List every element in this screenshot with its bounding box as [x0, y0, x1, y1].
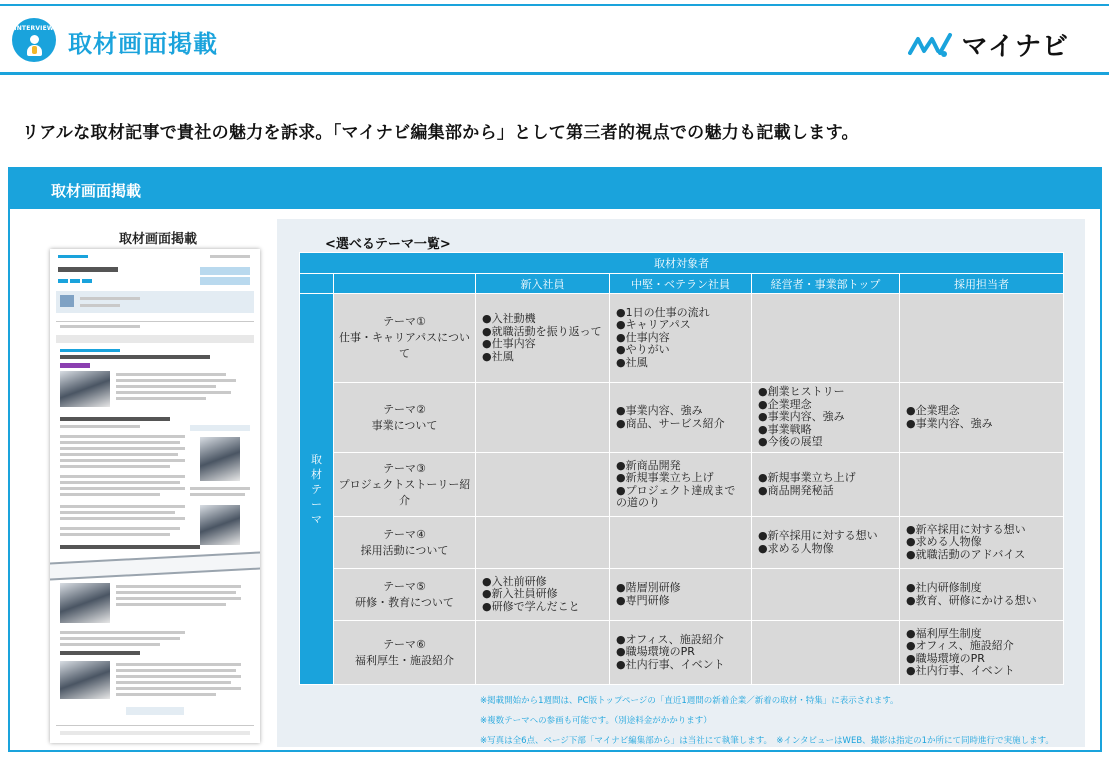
table-cell [610, 517, 752, 569]
theme-list-title: <選べるテーマ一覧> [325, 237, 451, 252]
target-header: 取材対象者 [300, 253, 1064, 274]
table-cell [752, 569, 900, 621]
cell-item: ●社内行事、イベント [616, 657, 725, 671]
panel-title: 取材画面掲載 [10, 169, 1100, 209]
person-head-shape [30, 35, 39, 44]
theme-name: 福利厚生・施設紹介 [355, 653, 454, 667]
cell-item: ●今後の展望 [758, 435, 823, 449]
column-header: 新入社員 [476, 274, 610, 294]
table-cell [752, 621, 900, 685]
header-rule [0, 72, 1109, 75]
cell-item: ●新商品開発 [616, 458, 681, 472]
table-cell [752, 453, 900, 517]
theme-name: 研修・教育について [355, 595, 454, 609]
table-row [300, 569, 1064, 621]
theme-name-cell [334, 383, 476, 453]
cell-item: ●就職活動を振り返って [482, 324, 602, 338]
cell-item: ●企業理念 [906, 404, 960, 417]
cell-item: ●研修で学んだこと [482, 599, 580, 613]
table-cell [610, 569, 752, 621]
column-header: 採用担当者 [900, 274, 1064, 294]
note-line: ※複数テーマへの参画も可能です。（別途料金がかかります） [480, 716, 712, 726]
theme-name: 事業について [371, 418, 438, 432]
page-title: 取材画面掲載 [68, 30, 218, 58]
cell-item: ●仕事内容 [482, 337, 536, 350]
table-cell [476, 621, 610, 685]
thumbnail-cut-band [50, 551, 260, 580]
cell-item: ●社内行事、イベント [906, 664, 1015, 677]
table-cell [900, 294, 1064, 383]
cell-item: ●入社動機 [482, 312, 536, 325]
theme-name-cell [334, 569, 476, 621]
theme-number: テーマ⑤ [383, 579, 426, 593]
theme-table [299, 252, 1064, 685]
table-cell [476, 569, 610, 621]
cell-item: ●オフィス、施設紹介 [906, 639, 1014, 652]
table-cell [476, 517, 610, 569]
table-cell [752, 383, 900, 453]
vertical-label-char: 取 [311, 452, 322, 466]
cell-item: ●事業内容、強み [758, 410, 845, 424]
table-cell [610, 383, 752, 453]
cell-item: ●職場環境のPR [906, 651, 985, 665]
mynavi-logo-mark [908, 31, 958, 59]
table-cell [900, 383, 1064, 453]
thumbnail-title: 取材画面掲載 [118, 232, 197, 247]
cell-item: ●事業内容、強み [906, 416, 993, 430]
table-row [300, 294, 1064, 383]
theme-name-cell [334, 294, 476, 383]
cell-item: ●新規事業立ち上げ [758, 471, 856, 484]
theme-list-area [277, 219, 1085, 747]
cell-item: ●事業戦略 [758, 422, 812, 436]
table-cell [476, 294, 610, 383]
brand-name: マイナビ [961, 32, 1069, 62]
cell-item: ●入社前研修 [482, 574, 547, 588]
vertical-label-char: マ [311, 512, 322, 526]
theme-number: テーマ④ [383, 527, 426, 541]
top-accent-rule [0, 4, 1109, 6]
cell-item: ●オフィス、施設紹介 [616, 632, 724, 646]
cell-item: ●社風 [482, 349, 514, 363]
vertical-label-char: テ [311, 482, 322, 496]
column-header: 経営者・事業部トップ [752, 274, 900, 294]
content-panel [8, 167, 1102, 752]
header-corner [300, 274, 334, 294]
notes [480, 691, 1054, 751]
theme-number: テーマ③ [383, 461, 426, 475]
cell-item: ●事業内容、強み [616, 404, 703, 417]
table-cell [900, 453, 1064, 517]
cell-item: ●求める人物像 [906, 535, 982, 549]
cell-item: ●商品開発秘話 [758, 483, 834, 497]
cell-item: ●教育、研修にかける想い [906, 593, 1037, 607]
theme-name-cell [334, 517, 476, 569]
cell-item: ●新卒採用に対する想い [906, 522, 1026, 536]
brand-logo [908, 26, 1069, 63]
table-cell [752, 517, 900, 569]
table-cell [752, 294, 900, 383]
cell-item: ●新卒採用に対する想い [758, 529, 878, 542]
cell-item: ●創業ヒストリー [758, 385, 845, 399]
table-cell [900, 621, 1064, 685]
page-header [0, 8, 1109, 72]
table-cell [476, 453, 610, 517]
cell-item: ●求める人物像 [758, 541, 834, 555]
column-header: 中堅・ベテラン社員 [610, 274, 752, 294]
note-line: ※写真は全6点、ページ下部「マイナビ編集部から」は当社にて執筆します。 ※インタビューはWEB、撮影は指定の1か所にて同時進行で実施します。 [480, 736, 1054, 746]
cell-item: ●社風 [616, 355, 648, 369]
theme-name-cell [334, 621, 476, 685]
table-cell [900, 517, 1064, 569]
theme-name: 採用活動について [360, 543, 449, 557]
cell-item: ●専門研修 [616, 593, 670, 607]
cell-item: ●企業理念 [758, 397, 812, 411]
cell-item: ●プロジェクト達成までの道のり [616, 483, 736, 509]
table-cell [610, 294, 752, 383]
table-cell [610, 453, 752, 517]
cell-item: ●新規事業立ち上げ [616, 471, 714, 484]
cell-item: ●階層別研修 [616, 581, 681, 594]
table-cell [900, 569, 1064, 621]
theme-name: 仕事・キャリアパスについて [339, 331, 470, 360]
microphone-icon [32, 46, 37, 54]
interview-person-icon [12, 18, 56, 62]
cell-item: ●福利厚生制度 [906, 626, 982, 640]
cell-item: ●職場環境のPR [616, 645, 695, 659]
cell-item: ●新入社員研修 [482, 587, 558, 601]
table-row [300, 517, 1064, 569]
cell-item: ●キャリアパス [616, 318, 691, 332]
cell-item: ●社内研修制度 [906, 581, 982, 594]
table-cell [476, 383, 610, 453]
cell-item: ●1日の仕事の流れ [616, 305, 710, 319]
theme-number: テーマ⑥ [383, 637, 426, 651]
theme-number: テーマ① [383, 315, 426, 328]
vertical-theme-label [300, 294, 334, 685]
cell-item: ●やりがい [616, 343, 670, 357]
lead-text: リアルな取材記事で貴社の魅力を訴求。「マイナビ編集部から」として第三者的視点での魅力も記載します。 [22, 123, 859, 143]
cell-item: ●商品、サービス紹介 [616, 416, 725, 430]
page-thumbnail-image [50, 249, 260, 743]
interview-badge-label: INTERVIEW [14, 25, 54, 32]
cell-item: ●就職活動のアドバイス [906, 547, 1026, 561]
table-cell [610, 621, 752, 685]
theme-name: プロジェクトストーリー紹介 [338, 477, 471, 507]
table-row [300, 621, 1064, 685]
cell-item: ●仕事内容 [616, 330, 670, 344]
theme-name-cell [334, 453, 476, 517]
vertical-label-char: ー [311, 497, 322, 511]
table-row [300, 383, 1064, 453]
header-theme-blank [334, 274, 476, 294]
theme-number: テーマ② [383, 402, 426, 416]
vertical-label-char: 材 [311, 467, 322, 481]
table-row [300, 453, 1064, 517]
note-line: ※掲載開始から1週間は、PC版トップページの「直近1週間の新着企業／新着の取材・特集」に表示されます。 [480, 696, 899, 706]
